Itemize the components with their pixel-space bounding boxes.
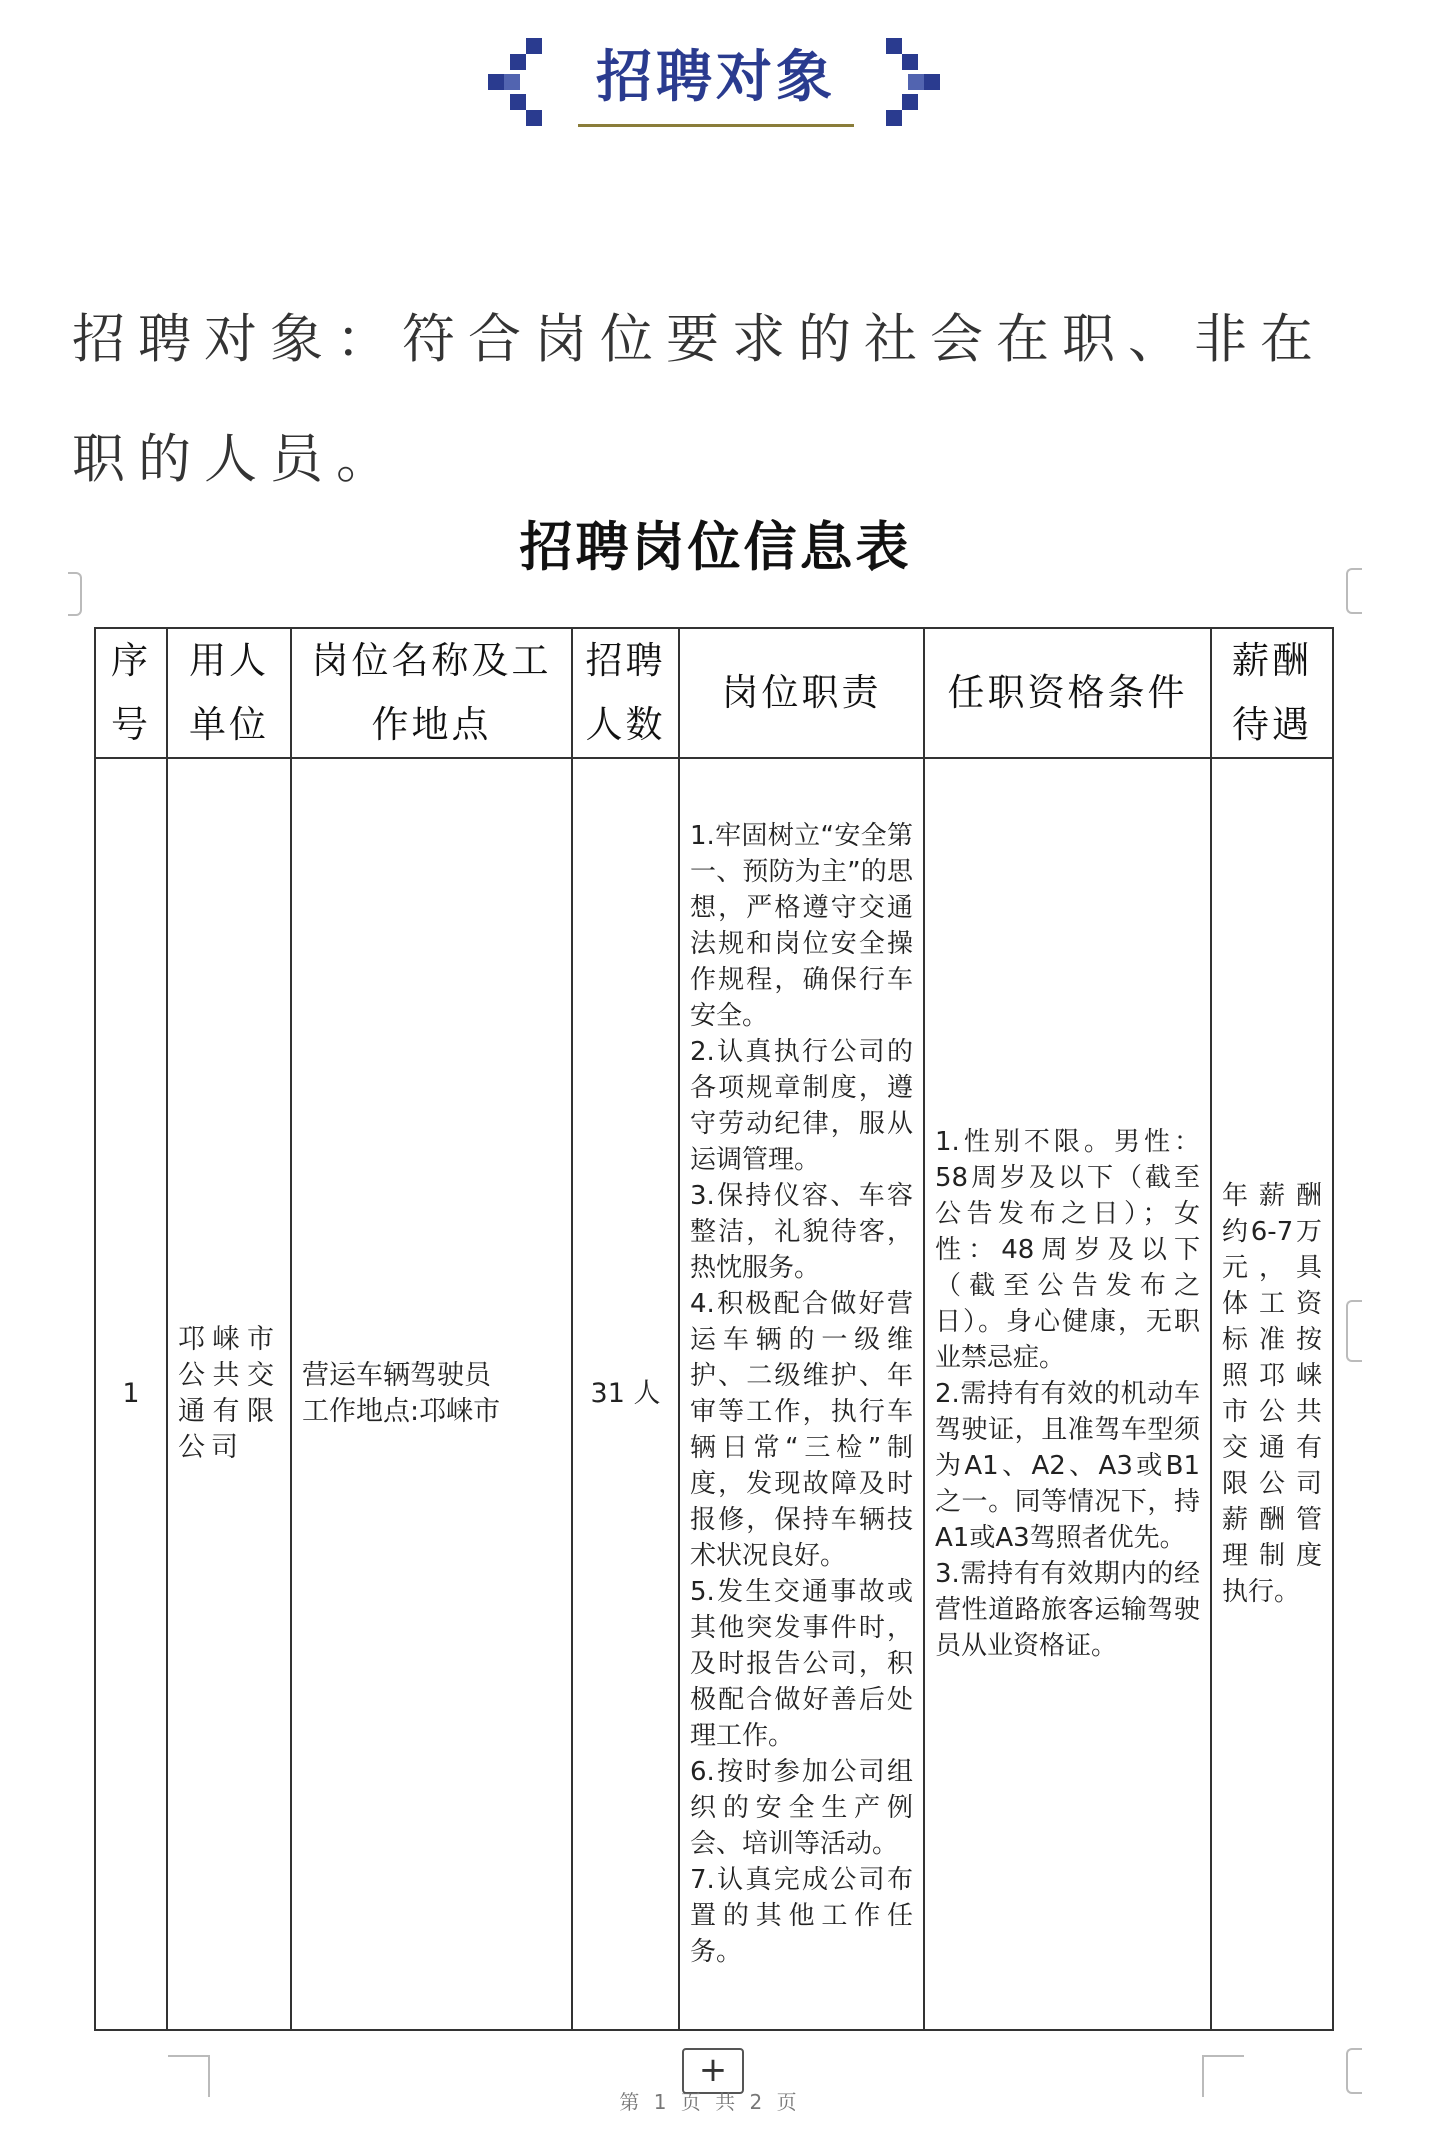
cell-duties	[679, 758, 924, 2030]
table-header-row	[95, 628, 1333, 758]
cell-count: 31 人	[572, 758, 679, 2030]
duty-item: 3.保持仪容、车容整洁，礼貌待客，热忱服务。	[690, 1181, 913, 1283]
requirement-item: 3.需持有有效期内的经营性道路旅客运输驾驶员从业资格证。	[935, 1559, 1200, 1661]
duty-item: 2.认真执行公司的各项规章制度，遵守劳动纪律，服从运调管理。	[690, 1037, 913, 1175]
left-bracket-decoration-icon	[488, 38, 548, 130]
header-index: 序号	[95, 628, 167, 758]
position-location: 工作地点:邛崃市	[302, 1396, 501, 1427]
requirement-item: 1.性别不限。男性：58周岁及以下（截至公告发布之日）；女性：48周岁及以下（截至公告发布之日）。身心健康，无职业禁忌症。	[935, 1127, 1200, 1373]
add-page-button[interactable]: +	[682, 2048, 744, 2094]
cell-position	[291, 758, 572, 2030]
cell-unit: 邛崃市公共交通有限公司	[167, 758, 291, 2030]
duty-item: 6.按时参加公司组织的安全生产例会、培训等活动。	[690, 1757, 913, 1859]
header-count: 招聘人数	[572, 628, 679, 758]
duty-item: 4.积极配合做好营运车辆的一级维护、二级维护、年审等工作，执行车辆日常“三检”制度，发现故障及时报修，保持车辆技术状况良好。	[690, 1289, 913, 1571]
side-tab-handle[interactable]	[1346, 2048, 1362, 2094]
recruitment-table	[94, 627, 1334, 2031]
page-corner-mark	[168, 2055, 210, 2097]
page-indicator: 第 1 页 共 2 页	[619, 2090, 801, 2114]
header-unit: 用人单位	[167, 628, 291, 758]
cell-index: 1	[95, 758, 167, 2030]
table-title: 招聘岗位信息表	[519, 516, 912, 578]
intro-paragraph: 招聘对象：符合岗位要求的社会在职、非在职的人员。	[72, 309, 1326, 490]
side-tab-handle[interactable]	[1346, 568, 1362, 614]
right-bracket-decoration-icon	[886, 38, 946, 130]
cell-requirements	[924, 758, 1211, 2030]
requirement-item: 2.需持有有效的机动车驾驶证，且准驾车型须为A1、A2、A3或B1之一。同等情况下，持A1或A3驾照者优先。	[935, 1379, 1200, 1553]
header-requirements: 任职资格条件	[924, 628, 1211, 758]
side-tab-handle[interactable]	[1346, 1300, 1362, 1362]
header-position: 岗位名称及工作地点	[291, 628, 572, 758]
header-salary: 薪酬待遇	[1211, 628, 1333, 758]
cell-salary: 年薪酬约6-7万元，具体工资标准按照邛崃市公共交通有限公司薪酬管理制度执行。	[1211, 758, 1333, 2030]
header-duties: 岗位职责	[679, 628, 924, 758]
banner-title: 招聘对象	[596, 45, 836, 110]
duty-item: 7.认真完成公司布置的其他工作任务。	[690, 1865, 913, 1967]
duty-item: 1.牢固树立“安全第一、预防为主”的思想，严格遵守交通法规和岗位安全操作规程，确保行车安全。	[690, 821, 913, 1031]
table-row	[95, 758, 1333, 2030]
position-name: 营运车辆驾驶员	[302, 1360, 491, 1391]
header-banner	[0, 0, 1431, 150]
page-corner-mark	[1202, 2055, 1244, 2097]
banner-underline	[578, 124, 854, 127]
page-corner-mark	[68, 572, 82, 616]
duty-item: 5.发生交通事故或其他突发事件时，及时报告公司，积极配合做好善后处理工作。	[690, 1577, 913, 1751]
